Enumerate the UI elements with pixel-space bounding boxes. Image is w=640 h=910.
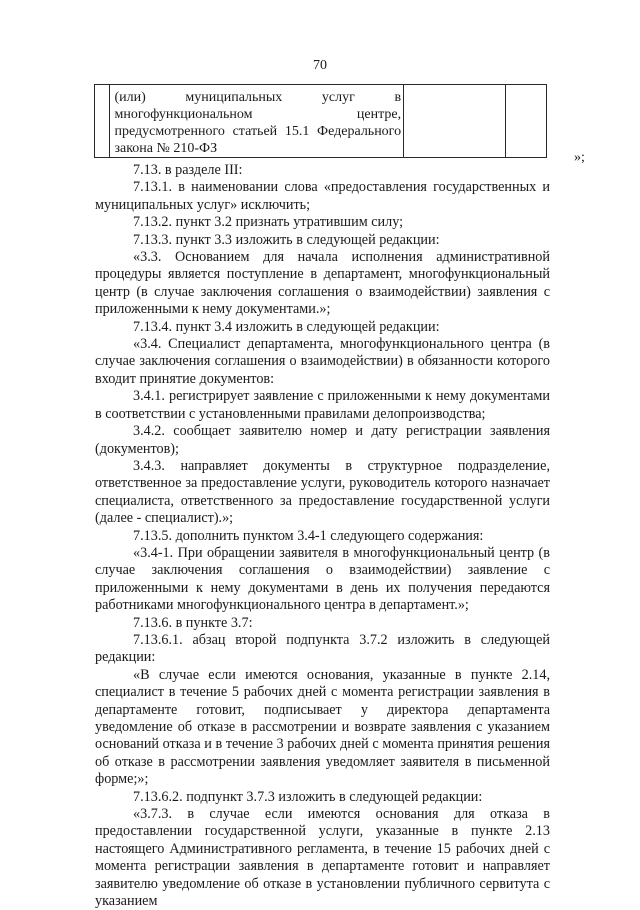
closing-quote: »; [574, 150, 585, 165]
page-number: 70 [313, 58, 327, 73]
table-cell-empty [95, 85, 110, 158]
table-cell-empty [404, 85, 506, 158]
paragraph: «3.4. Специалист департамента, многофункционального центра (в случае заключения соглашения о взаимодействии) в обязанности которого входит принятие документов: [95, 336, 550, 387]
document-body [95, 162, 550, 910]
paragraph: 7.13.6.2. подпункт 3.7.3 изложить в следующей редакции: [133, 788, 483, 805]
paragraph: 7.13.6. в пункте 3.7: [133, 614, 253, 631]
paragraph: 7.13.1. в наименовании слова «предоставления государственных и муниципальных услуг» исключить; [95, 179, 550, 213]
paragraph: «3.7.3. в случае если имеются основания для отказа в предоставлении государственной услуги, указанные в пункте 2.13 настоящего Административного регламента, в течение 15 рабочих дней с момента регистрации заявления в департаменте готовит и направляет заявителю уведомление об отказе в установлении публичного сервитута с указанием [95, 806, 550, 910]
paragraph: 7.13. в разделе III: [133, 162, 243, 178]
paragraph: «В случае если имеются основания, указанные в пункте 2.14, специалист в течение 5 рабочих дней с момента регистрации заявления в департаменте готовит, подписывает у директора департамента уведомление об отказе в рассмотрении и возврате заявления с указанием оснований отказа и в течение 3 рабочих дней с момента принятия решения об отказе в рассмотрении заявления уведомляет заявителя в письменной форме;»; [95, 666, 550, 788]
paragraph: 7.13.4. пункт 3.4 изложить в следующей редакции: [133, 318, 440, 335]
paragraph: 3.4.2. сообщает заявителю номер и дату регистрации заявления (документов); [95, 423, 550, 457]
table-cell-empty [506, 85, 547, 158]
paragraph: 7.13.5. дополнить пунктом 3.4-1 следующего содержания: [133, 527, 484, 544]
paragraph: 7.13.2. пункт 3.2 признать утратившим силу; [133, 214, 404, 231]
table-cell-text: (или) муниципальных услуг в многофункциональном центре, предусмотренного статьей 15.1 Федерального закона № 210-ФЗ [110, 85, 404, 158]
table-row [95, 85, 547, 158]
paragraph: 7.13.6.1. абзац второй подпункта 3.7.2 изложить в следующей редакции: [95, 631, 550, 666]
paragraph: 7.13.3. пункт 3.3 изложить в следующей редакции: [133, 231, 440, 248]
paragraph: 3.4.1. регистрирует заявление с приложенными к нему документами в соответствии с установленными правилами делопроизводства; [95, 388, 550, 422]
paragraph: 3.4.3. направляет документы в структурное подразделение, ответственное за предоставление услуги, руководитель которого назначает специалиста, ответственного за предоставление государственной услуги (далее - специалист).»; [95, 457, 550, 527]
paragraph: «3.3. Основанием для начала исполнения административной процедуры является поступление в департамент, многофункциональный центр (в случае заключения соглашения о взаимодействии) заявления с приложенными к нему документами.»; [95, 249, 550, 318]
paragraph: «3.4-1. При обращении заявителя в многофункциональный центр (в случае заключения соглашения о взаимодействии) заявление с приложенными к нему документами в день их получения передаются работниками многофункционального центра в департамент.»; [95, 544, 550, 614]
continuation-table [94, 84, 547, 158]
